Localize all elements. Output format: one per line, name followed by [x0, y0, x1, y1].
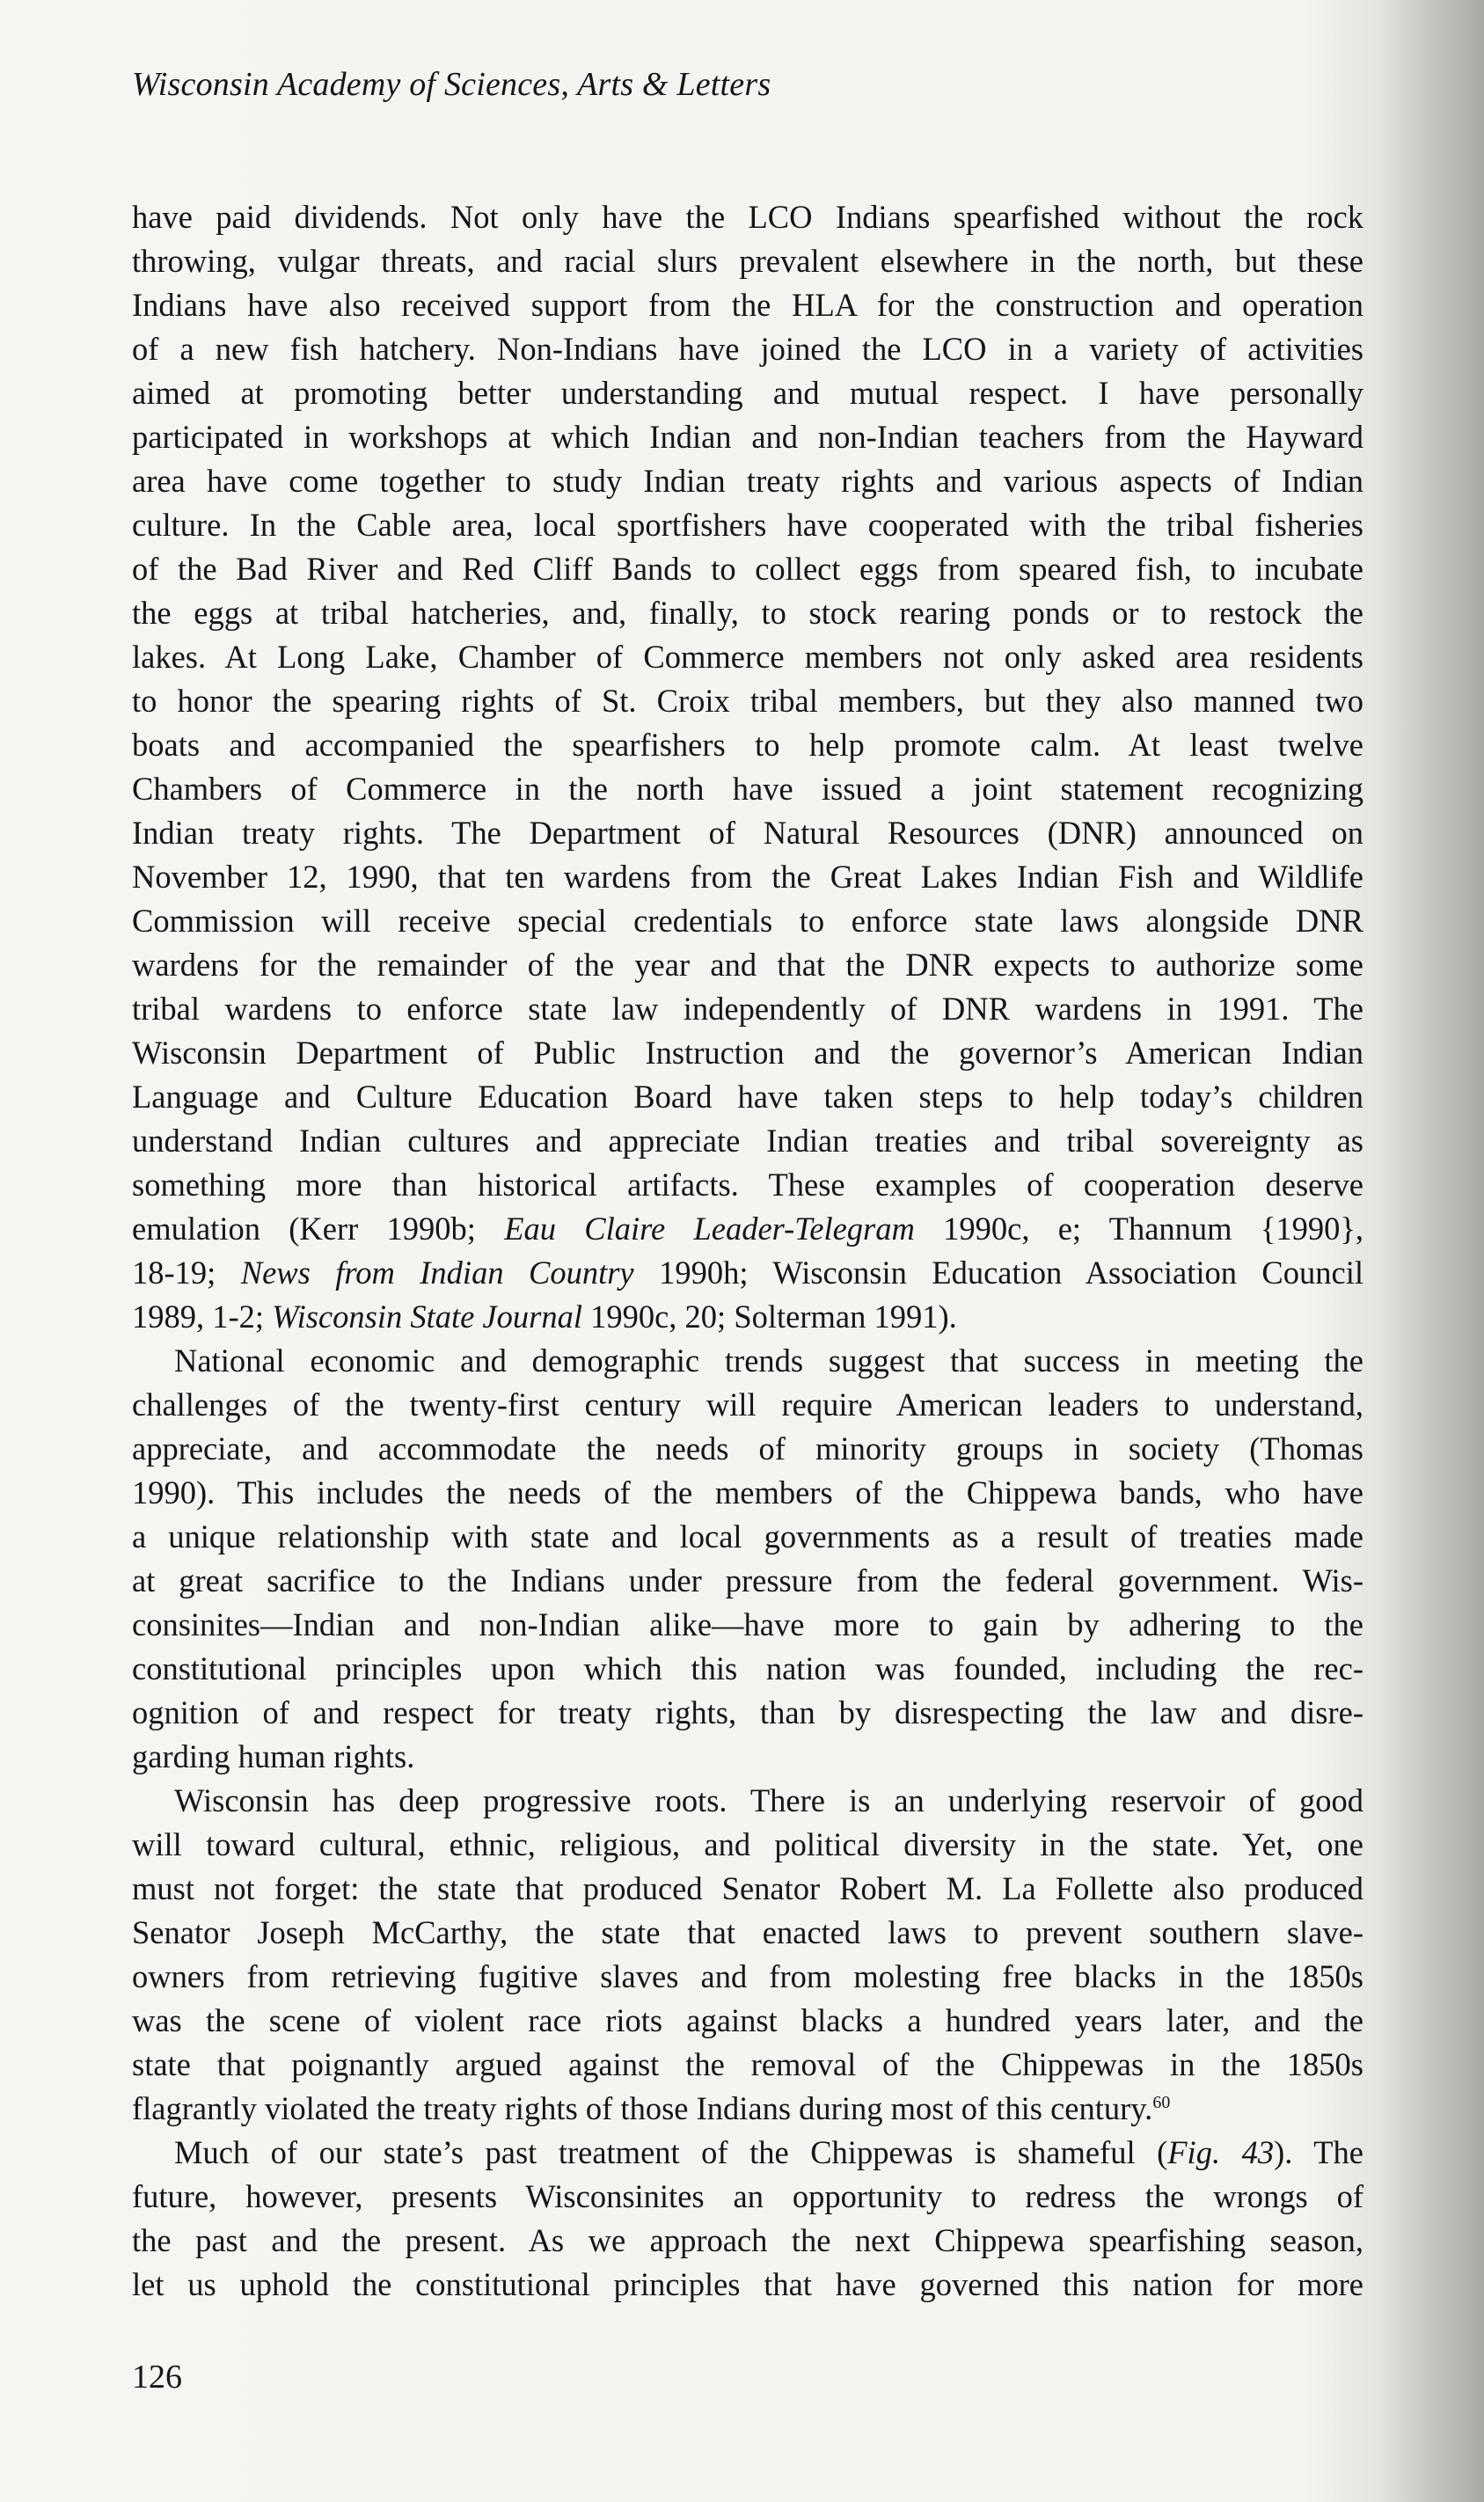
footnote-marker: 60	[1152, 2092, 1171, 2112]
page-number: 126	[132, 2359, 182, 2396]
text-line: lakes. At Long Lake, Chamber of Commerce members not only asked area residents	[132, 639, 1363, 675]
text-line: have paid dividends. Not only have the LCO Indians spearfished without the rock	[132, 199, 1363, 235]
text-line: November 12, 1990, that ten wardens from the Great Lakes Indian Fish and Wildlife	[132, 859, 1363, 895]
text-line: 1990). This includes the needs of the members of the Chippewa bands, who have	[132, 1474, 1363, 1511]
text-line: constitutional principles upon which this nation was founded, including the rec-	[132, 1650, 1363, 1686]
text-line: a unique relationship with state and local governments as a result of treaties made	[132, 1518, 1363, 1555]
text-line: area have come together to study Indian treaty rights and various aspects of Indian	[132, 463, 1363, 499]
text-line: Indian treaty rights. The Department of Natural Resources (DNR) announced on	[132, 815, 1363, 851]
text-line: participated in workshops at which Indian and non-Indian teachers from the Hayward	[132, 419, 1363, 455]
text-line: the past and the present. As we approach the next Chippewa spearfishing season,	[132, 2222, 1363, 2258]
text-line: will toward cultural, ethnic, religious, and political diversity in the state. Yet, one	[132, 1826, 1363, 1862]
paragraph-2	[132, 1339, 1363, 1779]
paragraph-1	[132, 195, 1363, 1339]
text-line: National economic and demographic trends suggest that success in meeting the	[174, 1342, 1363, 1379]
text-line: to honor the spearing rights of St. Croix tribal members, but they also manned two	[132, 683, 1363, 719]
citation-line: emulation (Kerr 1990b; Eau Claire Leader-Telegram 1990c, e; Thannum {1990},	[132, 1211, 1364, 1247]
text-line: ognition of and respect for treaty rights, than by disrespecting the law and disre-	[132, 1694, 1363, 1730]
text-line: state that poignantly argued against the removal of the Chippewas in the 1850s	[132, 2046, 1363, 2082]
text-line: future, however, presents Wisconsinites an opportunity to redress the wrongs of	[132, 2178, 1363, 2214]
text-line: tribal wardens to enforce state law independently of DNR wardens in 1991. The	[132, 991, 1363, 1027]
body-text	[132, 195, 1363, 2307]
text-line: Senator Joseph McCarthy, the state that enacted laws to prevent southern slave-	[132, 1914, 1363, 1950]
text-line: must not forget: the state that produced Senator Robert M. La Follette also produced	[132, 1870, 1363, 1906]
text-line: Indians have also received support from the HLA for the construction and operation	[132, 287, 1363, 323]
text-line: Language and Culture Education Board have taken steps to help today’s children	[132, 1079, 1363, 1115]
text-line: of the Bad River and Red Cliff Bands to collect eggs from speared fish, to incubate	[132, 551, 1363, 587]
text-line: was the scene of violent race riots against blacks a hundred years later, and the	[132, 2002, 1363, 2038]
citation-title: News from Indian Country	[240, 1255, 634, 1291]
text-line: consinites—Indian and non-Indian alike—have more to gain by adhering to the	[132, 1606, 1363, 1642]
text-line: throwing, vulgar threats, and racial slurs prevalent elsewhere in the north, but these	[132, 243, 1363, 279]
citation-title: Eau Claire Leader-Telegram	[504, 1211, 915, 1247]
text-line: at great sacrifice to the Indians under pressure from the federal government. Wis-	[132, 1562, 1363, 1598]
text-line: something more than historical artifacts. These examples of cooperation deserve	[132, 1167, 1363, 1203]
text-line: flagrantly violated the treaty rights of those Indians during most of this century.$^{60}$	[132, 2090, 1171, 2126]
citation-line: 18-19; News from Indian Country 1990h; Wisconsin Education Association Council	[132, 1255, 1364, 1291]
paragraph-4	[132, 2131, 1363, 2307]
text-line: Wisconsin has deep progressive roots. There is an underlying reservoir of good	[174, 1782, 1363, 1818]
figure-reference: Fig. 43	[1167, 2134, 1275, 2170]
text-line: Commission will receive special credentials to enforce state laws alongside DNR	[132, 903, 1363, 939]
citation-line: 1989, 1-2; Wisconsin State Journal 1990c, 20; Solterman 1991).	[132, 1299, 957, 1335]
text-line: let us uphold the constitutional principles that have governed this nation for more	[132, 2266, 1363, 2302]
text-line: owners from retrieving fugitive slaves and from molesting free blacks in the 1850s	[132, 1958, 1363, 1994]
running-head: Wisconsin Academy of Sciences, Arts & Letters	[132, 66, 771, 103]
text-line: of a new fish hatchery. Non-Indians have joined the LCO in a variety of activities	[132, 331, 1363, 367]
text-line: understand Indian cultures and appreciate Indian treaties and tribal sovereignty as	[132, 1123, 1363, 1159]
text-line: Much of our state’s past treatment of the Chippewas is shameful (Fig. 43). The	[174, 2134, 1363, 2170]
text-line: boats and accompanied the spearfishers to help promote calm. At least twelve	[132, 727, 1363, 763]
paragraph-3	[132, 1779, 1363, 2131]
citation-title: Wisconsin State Journal	[272, 1299, 582, 1335]
text-line: aimed at promoting better understanding and mutual respect. I have personally	[132, 375, 1363, 411]
text-line: appreciate, and accommodate the needs of minority groups in society (Thomas	[132, 1430, 1363, 1467]
text-line: garding human rights.	[132, 1738, 415, 1774]
text-line: challenges of the twenty-first century will require American leaders to understand,	[132, 1386, 1363, 1423]
text-line: wardens for the remainder of the year and that the DNR expects to authorize some	[132, 947, 1363, 983]
text-line: the eggs at tribal hatcheries, and, finally, to stock rearing ponds or to restock the	[132, 595, 1363, 631]
text-line: culture. In the Cable area, local sportfishers have cooperated with the tribal fisheries	[132, 507, 1363, 543]
text-line: Wisconsin Department of Public Instruction and the governor’s American Indian	[132, 1035, 1363, 1071]
text-line: Chambers of Commerce in the north have issued a joint statement recognizing	[132, 771, 1363, 807]
